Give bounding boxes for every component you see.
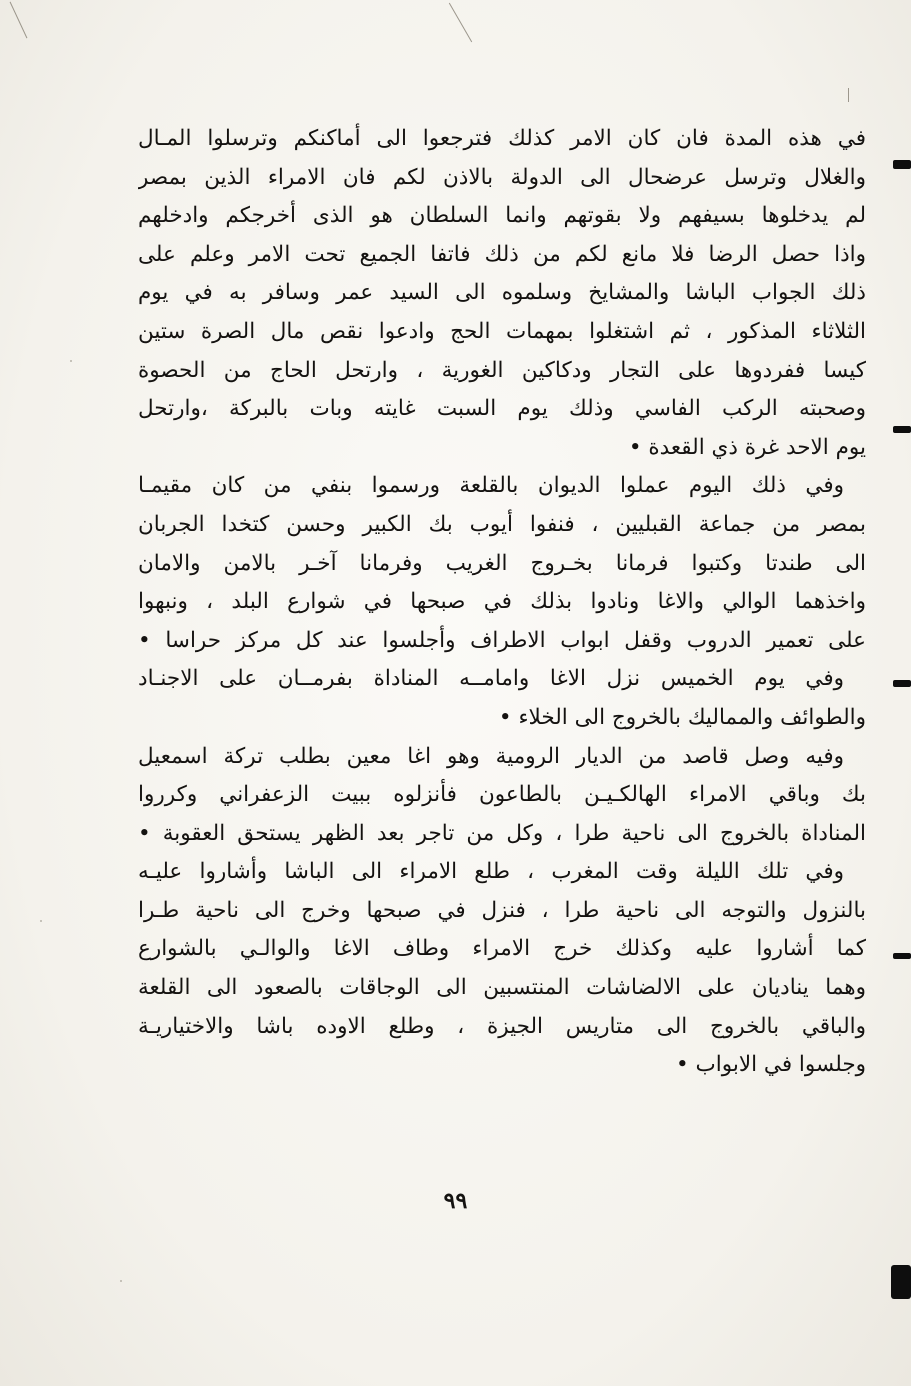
binding-mark <box>893 160 911 169</box>
text-line: واخذهما الوالي والاغا ونادوا بذلك في صبحها في شوارع البلد ، ونبهوا <box>138 589 866 615</box>
text-line: وفيه وصل قاصد من الديار الرومية وهو اغا معين بطلب تركة اسمعيل <box>138 743 844 769</box>
text-line: كما أشاروا عليه وكذلك خرج الامراء وطاف الاغا والوالـي بالشوارع <box>138 936 866 962</box>
text-line: الى طندتا وكتبوا فرمانا بخـروج الغريب وفرمانا آخـر بالامن والامان <box>138 550 866 576</box>
body-text <box>138 120 866 1085</box>
binding-mark <box>893 680 911 687</box>
text-line: لم يدخلوها بسيفهم ولا بقوتهم وانما السلطان هو الذى أخرجكم وادخلهم <box>138 203 866 229</box>
scan-edge-line <box>10 2 28 39</box>
text-line: بالنزول والتوجه الى ناحية طرا ، فنزل في صبحها وخرج الى ناحية طـرا <box>138 897 866 923</box>
text-line: وصحبته الركب الفاسي وذلك يوم السبت غايته وبات بالبركة ،وارتحل <box>138 396 866 422</box>
text-line: واذا حصل الرضا فلا مانع لكم من ذلك فاتفا الجميع تحت الامر وعلم على <box>138 241 866 267</box>
text-line: في هذه المدة فان كان الامر كذلك فترجعوا الى أماكنكم وترسلوا المـال <box>138 126 866 151</box>
text-line: وجلسوا في الابواب • <box>676 1052 866 1078</box>
text-line: والباقي بالخروج الى متاريس الجيزة ، وطلع الاوده باشا والاختياريـة <box>138 1013 866 1039</box>
scan-speck <box>120 1280 122 1282</box>
text-line: وهما يناديان على الالضاشات المنتسبين الى الوجاقات بالصعود الى القلعة <box>138 975 866 1001</box>
scan-edge-line <box>848 88 849 102</box>
text-line: يوم الاحد غرة ذي القعدة • <box>628 434 866 460</box>
text-line: وفي يوم الخميس نزل الاغا وامامــه المناداة بفرمــان على الاجنـاد <box>138 666 844 692</box>
binding-mark <box>891 1265 911 1299</box>
binding-mark <box>893 953 911 959</box>
binding-mark <box>893 426 911 433</box>
text-line: والطوائف والمماليك بالخروج الى الخلاء • <box>498 704 866 730</box>
scan-speck <box>40 920 42 922</box>
text-line: وفي ذلك اليوم عملوا الديوان بالقلعة ورسموا بنفي من كان مقيمـا <box>138 473 844 499</box>
text-line: بك وباقي الامراء الهالكـيـن بالطاعون فأنزلوه ببيت الزعفراني وكرروا <box>138 782 866 808</box>
scan-edge-line <box>449 3 472 42</box>
text-line: الثلاثاء المذكور ، ثم اشتغلوا بمهمات الحج وادعوا نقص مال الصرة ستين <box>138 318 866 344</box>
text-line: على تعمير الدروب وقفل ابواب الاطراف وأجلسوا عند كل مركز حراسا • <box>138 627 866 653</box>
text-line: والغلال وترسل عرضحال الى الدولة بالاذن لكم فان الامراء الذين بمصر <box>138 164 866 190</box>
text-line: بمصر من جماعة القبليين ، فنفوا أيوب بك الكبير وحسن كتخدا الجربان <box>138 511 866 537</box>
text-line: المناداة بالخروج الى ناحية طرا ، وكل من تاجر بعد الظهر يستحق العقوبة • <box>138 820 866 846</box>
text-line: ذلك الجواب الباشا والمشايخ وسلموه الى السيد عمر وسافر به في يوم <box>138 280 866 306</box>
text-line: وفي تلك الليلة وقت المغرب ، طلع الامراء الى الباشا وأشاروا عليـه <box>138 859 844 885</box>
page-number: ٩٩ <box>443 1188 468 1214</box>
text-line: كيسا ففردوها على التجار ودكاكين الغورية ، وارتحل الحاج من الحصوة <box>138 357 866 383</box>
scan-speck <box>70 360 72 362</box>
